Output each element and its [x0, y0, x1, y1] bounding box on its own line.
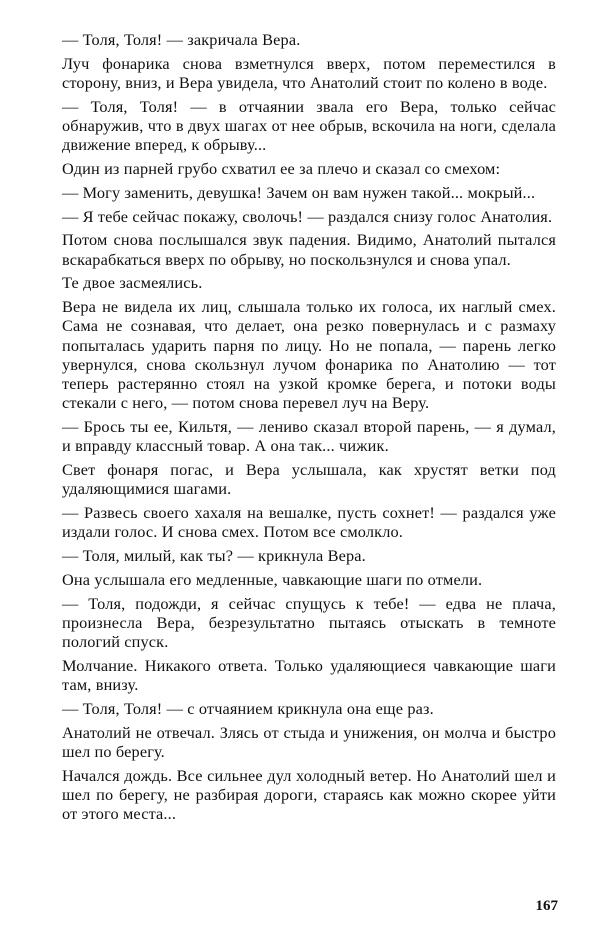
paragraph: Один из парней грубо схватил ее за плечо и сказал со смехом:	[62, 159, 501, 178]
paragraph: — Толя, подожди, я сейчас спущусь к тебе! — едва не плача, произнесла Вера, безрезультатно пытаясь отыскать в темноте пологий спуск.	[62, 593, 556, 651]
paragraph: — Толя, милый, как ты? — крикнула Вера.	[62, 546, 366, 565]
paragraph: — Брось ты ее, Кильтя, — лениво сказал второй парень, — я думал, и вправду классный товар. А она так... чижик.	[62, 417, 556, 456]
paragraph: Вера не видела их лиц, слышала только их голоса, их наглый смех. Сама не сознавая, что делает, она резко повернулась и с размаху попыталась ударить парня по лицу. Но не попала, — парень легко увернулся, снова скользнул лучом фонарика по Анатолию — тот теперь растерянно стоял на узкой кромке берега, и потоки воды стекали с него, — потом снова перевел луч на Веру.	[62, 297, 556, 413]
paragraph: — Я тебе сейчас покажу, сволочь! — раздался снизу голос Анатолия.	[62, 206, 553, 226]
paragraph: Она услышала его медленные, чавкающие шаги по отмели.	[62, 569, 483, 589]
paragraph: Те двое засмеялись.	[62, 273, 203, 293]
paragraph: Луч фонарика снова взметнулся вверх, потом переместился в сторону, вниз, и Вера увидела, что Анатолий стоит по колено в воде.	[62, 53, 556, 92]
paragraph: Потом снова послышался звук падения. Видимо, Анатолий пытался вскарабкаться вверх по обрыву, но поскользнулся и снова упал.	[62, 230, 556, 269]
page-body	[62, 30, 556, 828]
paragraph: Анатолий не отвечал. Злясь от стыда и унижения, он молча и быстро шел по берегу.	[62, 722, 556, 761]
paragraph: — Развесь своего хахаля на вешалке, пусть сохнет! — раздался уже издали голос. И снова смех. Потом все смолкло.	[62, 503, 556, 542]
paragraph: — Толя, Толя! — закричала Вера.	[62, 30, 301, 49]
page-number: 167	[535, 898, 558, 914]
paragraph: Молчание. Никакого ответа. Только удаляющиеся чавкающие шаги там, внизу.	[62, 655, 556, 694]
paragraph: Начался дождь. Все сильнее дул холодный ветер. Но Анатолий шел и шел по берегу, не разбирая дороги, стараясь как можно скорее уйти от этого места...	[62, 765, 556, 823]
paragraph: — Толя, Толя! — в отчаянии звала его Вера, только сейчас обнаружив, что в двух шагах от нее обрыв, вскочила на ноги, сделала движение вперед, к обрыву...	[62, 96, 556, 155]
paragraph: Свет фонаря погас, и Вера услышала, как хрустят ветки под удаляющимися шагами.	[62, 460, 556, 499]
paragraph: — Могу заменить, девушка! Зачем он вам нужен такой... мокрый...	[62, 182, 536, 202]
paragraph: — Толя, Толя! — с отчаянием крикнула она еще раз.	[62, 698, 434, 718]
